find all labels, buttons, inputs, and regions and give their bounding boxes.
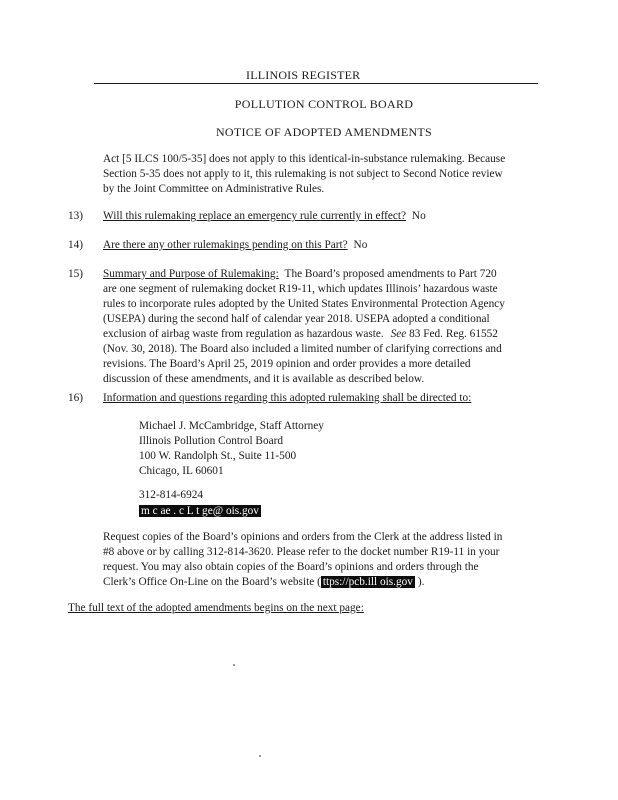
- notice-title: [0, 125, 618, 140]
- request-last-pre: Clerk’s Office On-Line on the Board’s website (: [103, 576, 321, 588]
- item-14-question: Are there any other rulemakings pending on this Part?: [103, 239, 348, 251]
- intro-line: Act [5 ILCS 100/5-35] does not apply to this identical-in-substance rulemaking. Because: [103, 153, 506, 165]
- scan-speck: [233, 664, 235, 666]
- request-line: #8 above or by calling 312-814-3620. Please refer to the docket number R19-11 in your: [103, 546, 500, 558]
- full-text-notice-text: The full text of the adopted amendments begins on the next page:: [68, 602, 364, 614]
- register-title: ILLINOIS REGISTER: [246, 68, 361, 82]
- request-paragraph: [103, 530, 502, 590]
- request-last-line: [103, 575, 502, 590]
- item-16-number: 16): [68, 392, 84, 404]
- contact-street: 100 W. Randolph St., Suite 11-500: [139, 450, 297, 462]
- item-15-see-line: [103, 327, 505, 342]
- request-last-post: ).: [417, 576, 425, 588]
- item-16: [103, 391, 471, 406]
- contact-city: Chicago, IL 60601: [139, 465, 224, 477]
- item-15-line: (Nov. 30, 2018). The Board also included a limited number of clarifying corrections and: [103, 343, 502, 355]
- item-15-number: 15): [68, 268, 84, 280]
- contact-details: [139, 488, 261, 519]
- item-13-question: Will this rulemaking replace an emergency rule currently in effect?: [103, 210, 407, 222]
- item-13-answer: No: [411, 210, 426, 222]
- intro-paragraph: [103, 152, 505, 197]
- item-15-first-line: [103, 267, 505, 282]
- item-16-heading: Information and questions regarding this adopted rulemaking shall be directed to:: [103, 392, 472, 404]
- header-rule: [94, 83, 538, 84]
- contact-email-line: [139, 504, 261, 519]
- item-14-answer: No: [353, 239, 368, 251]
- board-title: [0, 97, 618, 112]
- item-14: [103, 238, 367, 253]
- item-15-line: are one segment of rulemaking docket R19-11, which updates Illinois’ hazardous waste: [103, 283, 498, 295]
- item-13: [103, 209, 426, 224]
- intro-line: by the Joint Committee on Administrative Rules.: [103, 183, 325, 195]
- item-15-heading: Summary and Purpose of Rulemaking:: [103, 268, 279, 280]
- email-redacted: m c ae . c L t ge@ ois.gov: [141, 505, 259, 517]
- request-line: Request copies of the Board’s opinions and orders from the Clerk at the address listed in: [103, 531, 503, 543]
- item-15-line: rules to incorporate rules adopted by the United States Environmental Protection Agency: [103, 298, 505, 310]
- intro-line: Section 5-35 does not apply to it, this rulemaking is not subject to Second Notice review: [103, 168, 503, 180]
- item-15-line: (USEPA) during the second half of calendar year 2018. USEPA adopted a conditional: [103, 313, 490, 325]
- item-15-see-post: 83 Fed. Reg. 61552: [409, 328, 498, 340]
- request-line: request. You may also obtain copies of the Board’s opinions and orders through the: [103, 561, 479, 573]
- website-redacted[interactable]: ttps://pcb.ill ois.gov: [322, 576, 413, 588]
- contact-name: Michael J. McCambridge, Staff Attorney: [139, 420, 324, 432]
- notice-title-text: NOTICE OF ADOPTED AMENDMENTS: [215, 125, 433, 139]
- item-15-see-pre: exclusion of airbag waste from regulation as hazardous waste.: [103, 328, 384, 340]
- board-title-text: POLLUTION CONTROL BOARD: [234, 97, 414, 111]
- full-text-notice: [68, 601, 364, 616]
- item-15-line: revisions. The Board’s April 25, 2019 opinion and order provides a more detailed: [103, 358, 471, 370]
- item-15: [103, 267, 505, 387]
- contact-phone: 312-814-6924: [139, 489, 204, 501]
- contact-address: [139, 419, 324, 479]
- item-15-line: discussion of these amendments, and it is available as described below.: [103, 373, 425, 385]
- contact-org: Illinois Pollution Control Board: [139, 435, 284, 447]
- item-15-first-line-rest: The Board’s proposed amendments to Part 720: [284, 268, 497, 280]
- scan-speck: [259, 755, 261, 757]
- item-15-see-word: See: [390, 328, 407, 340]
- item-13-number: 13): [68, 210, 84, 222]
- item-14-number: 14): [68, 239, 84, 251]
